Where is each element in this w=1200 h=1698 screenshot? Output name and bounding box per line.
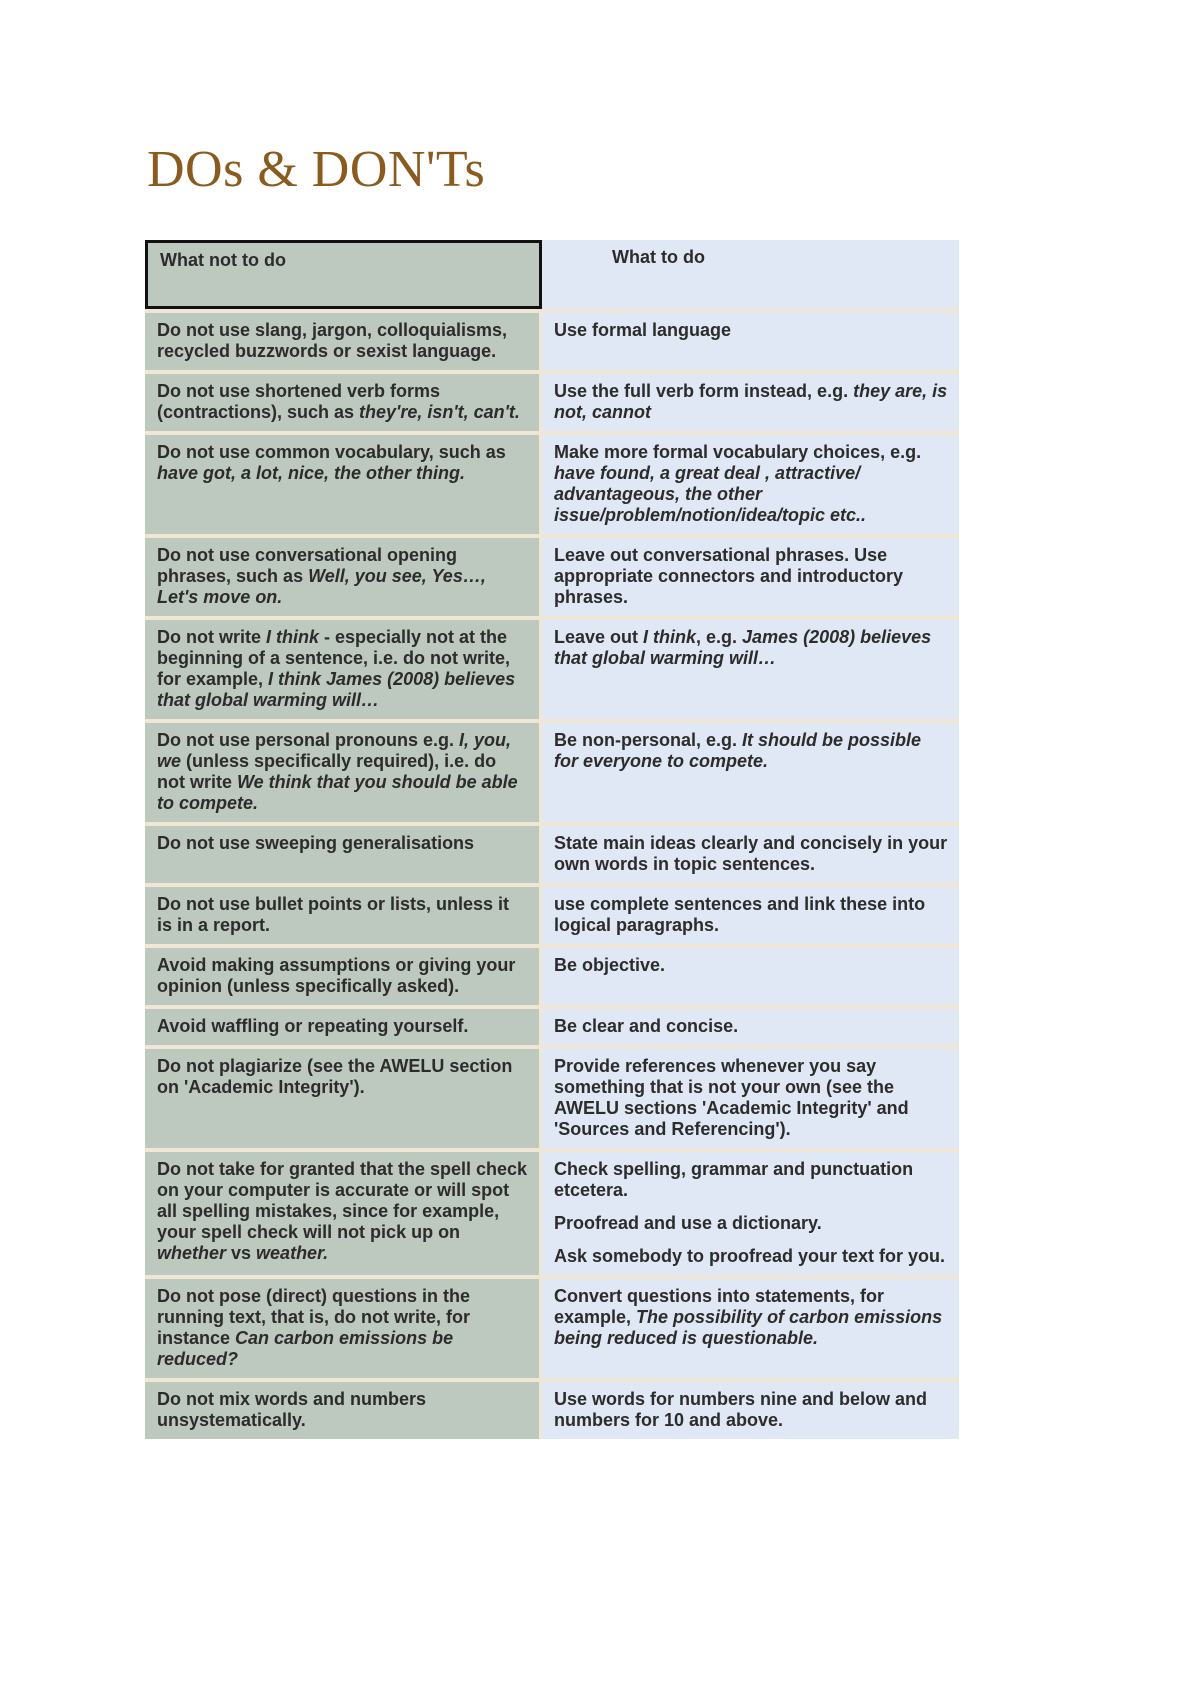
italic-text: have got, a lot, nice, the other thing. <box>157 463 466 483</box>
what-not-to-do-cell <box>145 538 542 616</box>
text-run: Be non-personal, e.g. <box>554 730 743 750</box>
what-to-do-cell <box>542 826 959 883</box>
text-run: Convert questions into statements, for example, <box>554 1286 885 1327</box>
table-row <box>145 948 959 1005</box>
text-run: , e.g. <box>696 627 743 647</box>
what-to-do-cell <box>542 620 959 719</box>
text-run: Use words for numbers nine and below and numbers for 10 and above. <box>554 1389 928 1430</box>
text-run: Check spelling, grammar and punctuation etcetera. <box>554 1159 914 1200</box>
italic-text: James (2008) believes that global warming will… <box>554 627 932 668</box>
italic-text: they're, isn't, can't. <box>359 402 520 422</box>
header-what-to-do: What to do <box>542 240 959 309</box>
italic-text: It should be possible for everyone to compete. <box>554 730 922 771</box>
table-row <box>145 1152 959 1275</box>
what-to-do-cell <box>542 887 959 944</box>
table-row <box>145 887 959 944</box>
cell-paragraph <box>554 381 949 423</box>
table-row <box>145 1009 959 1045</box>
what-not-to-do-cell <box>145 723 542 822</box>
text-run: State main ideas clearly and concisely in your own words in topic sentences. <box>554 833 948 874</box>
text-run: Do not pose (direct) questions in the running text, that is, do not write, for instance <box>157 1286 471 1348</box>
what-to-do-cell <box>542 1382 959 1439</box>
cell-paragraph <box>554 730 949 772</box>
text-run: Do not use shortened verb forms (contractions), such as <box>157 381 441 422</box>
text-run: Provide references whenever you say something that is not your own (see the AWELU sections 'Academic Integrity' and 'Sources and Referencing'). <box>554 1056 909 1139</box>
what-not-to-do-cell <box>145 1279 542 1378</box>
what-to-do-cell <box>542 374 959 431</box>
text-run: Avoid waffling or repeating yourself. <box>157 1016 469 1036</box>
text-run: Avoid making assumptions or giving your opinion (unless specifically asked). <box>157 955 516 996</box>
italic-text: Can carbon emissions be reduced? <box>157 1328 454 1369</box>
italic-text: I think <box>643 627 697 647</box>
text-run: Do not use slang, jargon, colloquialisms, recycled buzzwords or sexist language. <box>157 320 508 361</box>
text-run: Use formal language <box>554 320 732 340</box>
text-run: Proofread and use a dictionary. <box>554 1213 822 1233</box>
italic-text: whether <box>157 1243 227 1263</box>
what-not-to-do-cell <box>145 826 542 883</box>
text-run: Leave out <box>554 627 644 647</box>
text-run: Do not use bullet points or lists, unless it is in a report. <box>157 894 510 935</box>
text-run: Use the full verb form instead, e.g. <box>554 381 854 401</box>
text-run: Do not plagiarize (see the AWELU section on 'Academic Integrity'). <box>157 1056 513 1097</box>
what-not-to-do-cell <box>145 435 542 534</box>
cell-paragraph <box>554 894 949 936</box>
italic-text: weather. <box>256 1243 329 1263</box>
italic-text: they are, is not, cannot <box>554 381 948 422</box>
what-to-do-cell <box>542 1152 959 1275</box>
cell-paragraph <box>554 545 949 608</box>
text-run: Do not use personal pronouns e.g. <box>157 730 460 750</box>
cell-paragraph <box>554 1286 949 1349</box>
text-run: Be clear and concise. <box>554 1016 739 1036</box>
what-not-to-do-cell <box>145 948 542 1005</box>
italic-text: The possibility of carbon emissions being reduced is questionable. <box>554 1307 943 1348</box>
table-row <box>145 723 959 822</box>
cell-paragraph <box>554 627 949 669</box>
what-not-to-do-cell <box>145 1382 542 1439</box>
italic-text: Well, you see, Yes…, Let's move on. <box>157 566 486 607</box>
cell-paragraph <box>554 442 949 526</box>
cell-paragraph <box>554 1159 949 1201</box>
cell-paragraph <box>554 1246 949 1267</box>
text-run: Do not write <box>157 627 266 647</box>
what-to-do-cell <box>542 435 959 534</box>
table-row <box>145 374 959 431</box>
table-row <box>145 1382 959 1439</box>
what-not-to-do-cell <box>145 1152 542 1275</box>
text-run: (unless specifically required), i.e. do not write <box>157 751 497 792</box>
text-run: Do not use sweeping generalisations <box>157 833 475 853</box>
text-run: Do not mix words and numbers unsystematically. <box>157 1389 427 1430</box>
what-to-do-cell <box>542 723 959 822</box>
dos-donts-table <box>145 240 959 1439</box>
table-row <box>145 538 959 616</box>
italic-text: have found, a great deal , attractive/ advantageous, the other issue/problem/notion/idea/topic etc.. <box>554 463 867 525</box>
cell-paragraph <box>554 1389 949 1431</box>
cell-paragraph <box>554 955 949 976</box>
text-run: Do not use conversational opening phrases, such as <box>157 545 458 586</box>
table-header-row <box>145 240 959 309</box>
text-run: Do not take for granted that the spell check on your computer is accurate or will spot all spelling mistakes, since for example, your spell check will not pick up on <box>157 1159 528 1242</box>
table-row <box>145 826 959 883</box>
table-row <box>145 620 959 719</box>
what-to-do-cell <box>542 1049 959 1148</box>
cell-paragraph <box>554 1056 949 1140</box>
what-to-do-cell <box>542 1279 959 1378</box>
cell-paragraph <box>554 1213 949 1234</box>
cell-paragraph <box>554 833 949 875</box>
table-row <box>145 435 959 534</box>
italic-text: We think that you should be able to compete. <box>157 772 518 813</box>
table-row <box>145 1279 959 1378</box>
text-run: Be objective. <box>554 955 666 975</box>
cell-paragraph <box>554 320 949 341</box>
what-to-do-cell <box>542 538 959 616</box>
text-run: - especially not at the beginning of a sentence, i.e. do not write, for example, <box>157 627 511 689</box>
text-run: Do not use common vocabulary, such as <box>157 442 506 462</box>
what-not-to-do-cell <box>145 374 542 431</box>
what-not-to-do-cell <box>145 1049 542 1148</box>
text-run: Make more formal vocabulary choices, e.g. <box>554 442 922 462</box>
cell-paragraph <box>554 1016 949 1037</box>
what-to-do-cell <box>542 313 959 370</box>
table-row <box>145 313 959 370</box>
what-not-to-do-cell <box>145 887 542 944</box>
italic-text: I think James (2008) believes that global warming will… <box>157 669 516 710</box>
what-to-do-cell <box>542 948 959 1005</box>
italic-text: I, you, we <box>157 730 512 771</box>
what-not-to-do-cell <box>145 1009 542 1045</box>
text-run: vs <box>226 1243 257 1263</box>
text-run: use complete sentences and link these into logical paragraphs. <box>554 894 926 935</box>
what-not-to-do-cell <box>145 313 542 370</box>
header-what-not-to-do: What not to do <box>145 240 542 309</box>
page-title: DOs & DON'Ts <box>147 141 486 198</box>
text-run: Leave out conversational phrases. Use appropriate connectors and introductory phrases. <box>554 545 904 607</box>
what-not-to-do-cell <box>145 620 542 719</box>
italic-text: I think <box>266 627 319 647</box>
what-to-do-cell <box>542 1009 959 1045</box>
dos-donts-grid <box>145 236 959 1443</box>
table-row <box>145 1049 959 1148</box>
text-run: Ask somebody to proofread your text for you. <box>554 1246 946 1266</box>
